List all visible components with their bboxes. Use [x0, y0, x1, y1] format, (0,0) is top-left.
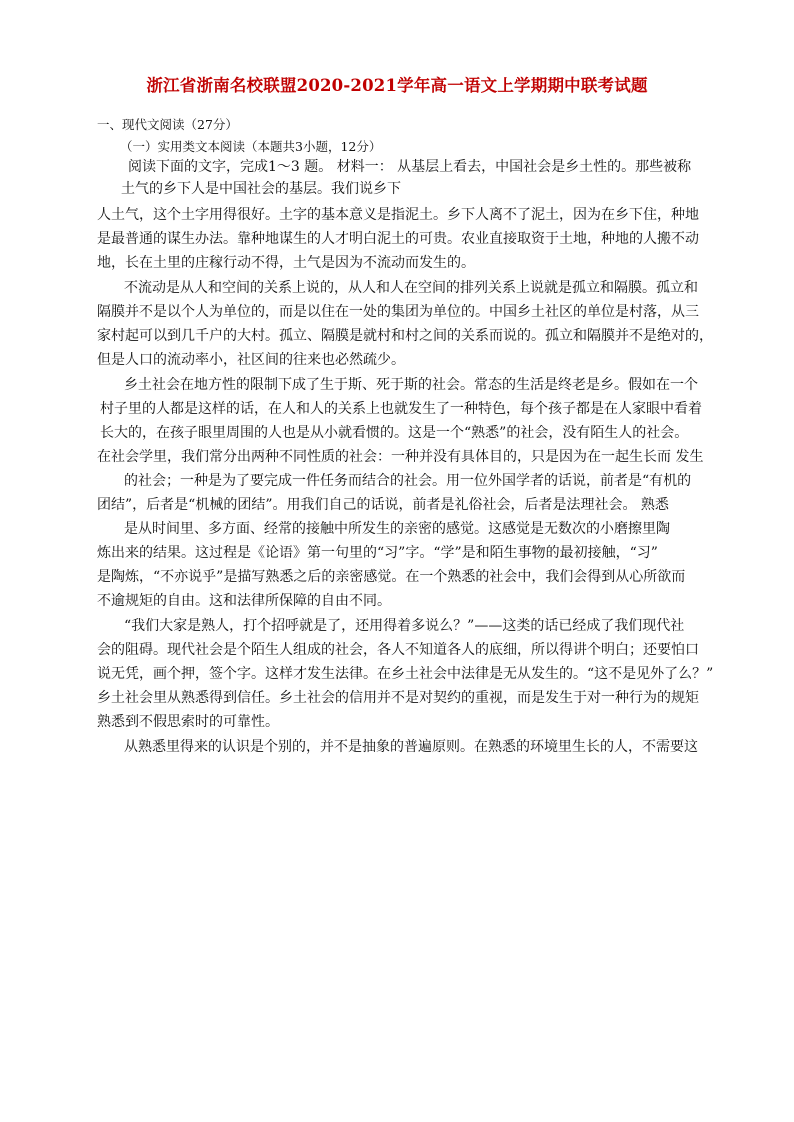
text-line: 从熟悉里得来的认识是个别的，并不是抽象的普遍原则。在熟悉的环境里生长的人，不需要这 — [124, 739, 698, 755]
text-line: 说无凭，画个押，签个字。这样才发生法律。在乡土社会中法律是无从发生的。“这不是见外了么？” — [97, 666, 714, 682]
document-title: 浙江省浙南名校联盟2020-2021学年高一语文上学期期中联考试题 — [146, 76, 648, 95]
text-line: 在社会学里，我们常分出两种不同性质的社会：一种并没有具体目的，只是因为在一起生长而 发生 — [97, 449, 704, 465]
text-line: 是从时间里、多方面、经常的接触中所发生的亲密的感觉。这感觉是无数次的小磨擦里陶 — [124, 521, 670, 537]
text-line: 是陶炼，“不亦说乎”是描写熟悉之后的亲密感觉。在一个熟悉的社会中，我们会得到从心所欲而 — [97, 569, 686, 585]
section-heading: 一、现代文阅读（27分） — [97, 117, 238, 132]
text-line: 不逾规矩的自由。这和法律所保障的自由不同。 — [97, 593, 391, 609]
text-line: 熟悉到不假思索时的可靠性。 — [97, 714, 279, 730]
text-line: 隔膜并不是以个人为单位的，而是以住在一处的集团为单位的。中国乡土社区的单位是村落，从三 — [97, 304, 699, 320]
text-line: 乡土社会里从熟悉得到信任。乡土社会的信用并不是对契约的重视，而是发生于对一种行为的规矩 — [97, 690, 699, 706]
text-line: 土气的乡下人是中国社会的基层。我们说乡下 — [121, 181, 401, 197]
text-line: 家村起可以到几千户的大村。孤立、隔膜是就村和村之间的关系而说的。孤立和隔膜并不是绝对的， — [97, 328, 713, 344]
text-line: 地，长在土里的庄稼行动不得，土气是因为不流动而发生的。 — [97, 255, 475, 271]
text-line: 乡土社会在地方性的限制下成了生于斯、死于斯的社会。常态的生活是终老是乡。假如在一个 — [124, 377, 698, 393]
text-line: 炼出来的结果。这过程是《论语》第一句里的“习”字。“学”是和陌生事物的最初接触，“习” — [97, 545, 658, 561]
text-line: 但是人口的流动率小，社区间的往来也必然疏少。 — [97, 352, 405, 368]
text-line: 的社会；一种是为了要完成一件任务而结合的社会。用一位外国学者的话说，前者是“有机的 — [124, 473, 692, 489]
text-line: 阅读下面的文字，完成1～3 题。 材料一： 从基层上看去，中国社会是乡土性的。那些被称 — [128, 159, 692, 175]
subsection-heading: （一）实用类文本阅读（本题共3小题，12分） — [120, 139, 382, 154]
text-line: 村子里的人都是这样的话，在人和人的关系上也就发生了一种特色，每个孩子都是在人家眼中看着 — [100, 401, 702, 417]
text-line: 团结”，后者是“机械的团结”。用我们自己的话说，前者是礼俗社会，后者是法理社会。 熟悉 — [97, 497, 669, 513]
text-line: 人土气，这个土字用得很好。土字的基本意义是指泥土。乡下人离不了泥土，因为在乡下住，种地 — [97, 207, 699, 223]
text-line: 会的阻碍。现代社会是个陌生人组成的社会，各人不知道各人的底细，所以得讲个明白；还要怕口 — [97, 642, 699, 658]
text-line: “我们大家是熟人，打个招呼就是了，还用得着多说么？”——这类的话已经成了我们现代社 — [124, 618, 685, 634]
text-line: 长大的，在孩子眼里周围的人也是从小就看惯的。这是一个“熟悉”的社会，没有陌生人的社会。 — [100, 425, 689, 441]
text-line: 不流动是从人和空间的关系上说的，从人和人在空间的排列关系上说就是孤立和隔膜。孤立和 — [124, 280, 698, 296]
text-line: 是最普通的谋生办法。靠种地谋生的人才明白泥土的可贵。农业直接取资于土地，种地的人搬不动 — [97, 231, 699, 247]
